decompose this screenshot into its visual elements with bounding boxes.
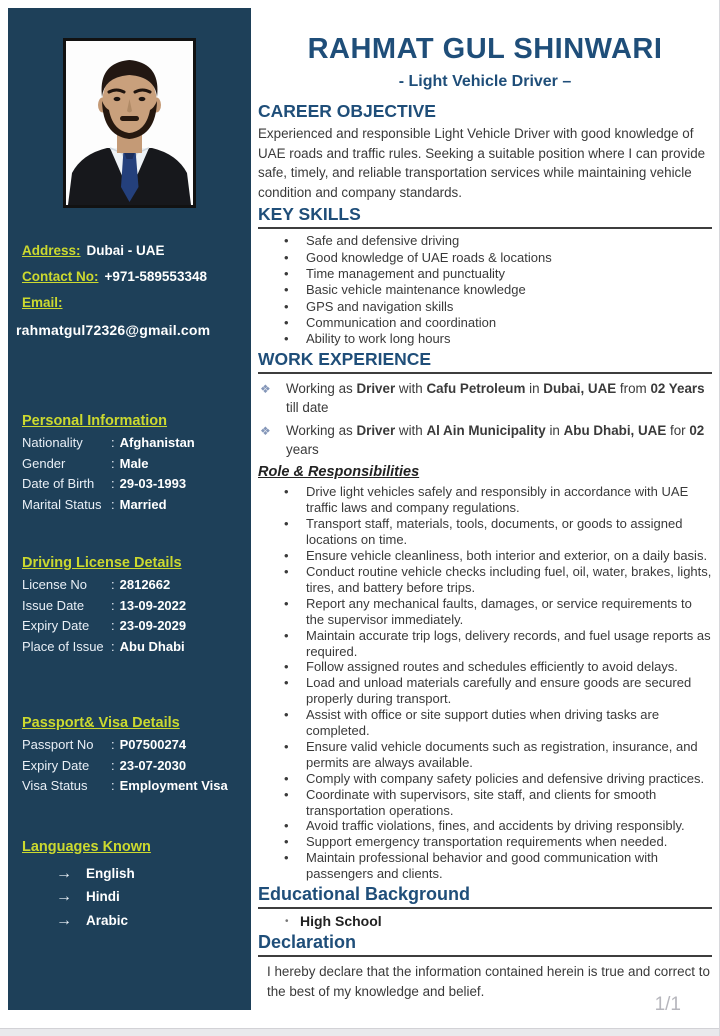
diamond-bullet-icon: ❖ xyxy=(260,424,271,439)
languages-heading: Languages Known xyxy=(22,838,151,855)
responsibility-item: • Comply with company safety policies and defensive driving practices. xyxy=(284,771,712,787)
info-colon: : xyxy=(111,778,115,793)
info-row xyxy=(22,756,237,777)
responsibility-item: • Drive light vehicles safely and responsibly in accordance with UAE traffic laws and company regulations. xyxy=(284,484,712,516)
responsibility-item: • Coordinate with supervisors, site staff, and clients for smooth transportation operations. xyxy=(284,787,712,819)
responsibility-item: • Ensure vehicle cleanliness, both interior and exterior, on a daily basis. xyxy=(284,548,712,564)
info-row xyxy=(22,596,237,617)
language-item xyxy=(22,862,237,886)
info-colon: : xyxy=(111,435,115,450)
responsibility-item: • Load and unload materials carefully and ensure goods are secured properly during transport. xyxy=(284,675,712,707)
language-name: English xyxy=(86,865,135,881)
address-value: Dubai - UAE xyxy=(86,243,165,258)
info-colon: : xyxy=(111,618,115,633)
info-row xyxy=(22,637,237,658)
responsibility-item: • Transport staff, materials, tools, documents, or goods to assigned locations on time. xyxy=(284,516,712,548)
key-skill-item: • Good knowledge of UAE roads & locations xyxy=(284,250,712,266)
sidebar xyxy=(8,8,251,1010)
info-value: Male xyxy=(119,455,149,471)
info-label: License No xyxy=(22,577,88,592)
info-colon: : xyxy=(111,577,115,592)
bottom-strip xyxy=(0,1028,719,1036)
experience-list xyxy=(258,380,712,459)
responsibility-item: • Ensure valid vehicle documents such as registration, insurance, and permits are always available. xyxy=(284,739,712,771)
languages-list xyxy=(22,862,237,933)
info-colon: : xyxy=(111,455,115,471)
career-objective-text: Experienced and responsible Light Vehicle Driver with good knowledge of UAE roads and traffic rules. Seeking a suitable position where I can provide safe, timely, and reliable transportation services while maintaining vehicle condition and company standards. xyxy=(258,126,706,200)
info-value: Abu Dhabi xyxy=(119,638,185,654)
info-row xyxy=(22,433,237,454)
key-skill-item: • Communication and coordination xyxy=(284,315,712,331)
contact-number-label: Contact No: xyxy=(22,269,99,284)
info-colon: : xyxy=(111,737,115,752)
driving-license-heading: Driving License Details xyxy=(22,555,182,571)
info-row xyxy=(22,776,237,797)
experience-entry: ❖ Working as Driver with Cafu Petroleum in Dubai, UAE from 02 Years till date xyxy=(260,381,705,415)
diamond-bullet-icon: ❖ xyxy=(260,382,271,397)
key-skill-item: • Safe and defensive driving xyxy=(284,233,712,249)
info-row xyxy=(22,495,237,516)
education-item: • High School xyxy=(258,912,712,930)
experience-entry: ❖ Working as Driver with Al Ain Municipality in Abu Dhabi, UAE for 02 years xyxy=(260,423,705,457)
info-label: Nationality xyxy=(22,435,83,450)
responsibilities-list xyxy=(258,484,712,882)
info-row xyxy=(22,735,237,756)
info-value: 29-03-1993 xyxy=(119,476,187,491)
info-row xyxy=(22,616,237,637)
info-value: 13-09-2022 xyxy=(119,597,187,613)
declaration-text: I hereby declare that the information contained herein is true and correct to the best of my knowledge and belief. xyxy=(267,964,710,999)
info-label: Date of Birth xyxy=(22,476,95,491)
contact-number-value: +971-589553348 xyxy=(104,269,207,284)
info-colon: : xyxy=(111,757,115,773)
portrait-illustration xyxy=(66,41,193,205)
info-value: 23-09-2029 xyxy=(119,618,187,633)
candidate-name: RAHMAT GUL SHINWARI xyxy=(307,33,663,65)
info-label: Expiry Date xyxy=(22,757,90,773)
career-objective-heading: CAREER OBJECTIVE xyxy=(258,101,436,121)
profile-photo xyxy=(63,38,196,208)
info-value: 2812662 xyxy=(119,577,171,592)
key-skill-item: • Time management and punctuality xyxy=(284,266,712,282)
passport-visa-heading: Passport& Visa Details xyxy=(22,715,180,731)
arrow-icon: → xyxy=(56,864,72,882)
arrow-icon: → xyxy=(56,888,72,905)
passport-visa-rows xyxy=(22,735,237,797)
info-colon: : xyxy=(111,638,115,654)
declaration-heading: Declaration xyxy=(258,932,712,957)
info-label: Gender xyxy=(22,455,66,471)
personal-information-rows xyxy=(22,433,237,515)
info-value: Married xyxy=(119,496,167,512)
responsibility-item: • Maintain accurate trip logs, delivery records, and fuel usage reports as required. xyxy=(284,628,712,660)
responsibility-item: • Report any mechanical faults, damages, or service requirements to the supervisor immediately. xyxy=(284,596,712,628)
info-row xyxy=(22,474,237,495)
candidate-title: - Light Vehicle Driver – xyxy=(398,73,572,90)
key-skills-heading: KEY SKILLS xyxy=(258,204,712,229)
responsibility-item: • Support emergency transportation requirements when needed. xyxy=(284,834,712,850)
info-row xyxy=(22,454,237,475)
info-label: Visa Status xyxy=(22,778,88,793)
driving-license-rows xyxy=(22,575,237,657)
responsibility-item: • Maintain professional behavior and good communication with passengers and clients. xyxy=(284,850,712,882)
personal-information-heading: Personal Information xyxy=(22,413,168,429)
info-value: Employment Visa xyxy=(119,778,228,793)
education-heading: Educational Background xyxy=(258,884,712,909)
key-skills-list xyxy=(258,233,712,347)
key-skill-item: • GPS and navigation skills xyxy=(284,299,712,315)
language-item xyxy=(22,909,237,933)
responsibility-item: • Assist with office or site support duties when driving tasks are completed. xyxy=(284,707,712,739)
email-value: rahmatgul72326@gmail.com xyxy=(16,322,211,338)
info-colon: : xyxy=(111,496,115,512)
info-row xyxy=(22,575,237,596)
contact-number-row xyxy=(22,268,237,285)
info-value: P07500274 xyxy=(119,737,187,752)
key-skill-item: • Ability to work long hours xyxy=(284,331,712,347)
info-colon: : xyxy=(111,597,115,613)
language-item xyxy=(22,885,237,909)
arrow-icon: → xyxy=(56,911,72,929)
info-label: Passport No xyxy=(22,737,94,752)
main-content xyxy=(258,0,712,1001)
info-label: Marital Status xyxy=(22,496,102,512)
responsibility-item: • Avoid traffic violations, fines, and accidents by driving responsibly. xyxy=(284,818,712,834)
page-indicator: 1/1 xyxy=(654,994,681,1015)
info-value: Afghanistan xyxy=(119,435,195,450)
email-row xyxy=(22,294,237,311)
info-value: 23-07-2030 xyxy=(119,757,187,773)
work-experience-heading: WORK EXPERIENCE xyxy=(258,349,712,374)
email-label: Email: xyxy=(22,295,63,310)
language-name: Arabic xyxy=(86,912,129,928)
key-skill-item: • Basic vehicle maintenance knowledge xyxy=(284,282,712,298)
contact-block xyxy=(16,242,237,339)
info-label: Place of Issue xyxy=(22,638,104,654)
info-colon: : xyxy=(111,476,115,491)
info-label: Expiry Date xyxy=(22,618,90,633)
role-responsibilities-heading: Role & Responsibilities xyxy=(258,464,420,481)
address-row xyxy=(22,242,237,259)
responsibility-item: • Follow assigned routes and schedules efficiently to avoid delays. xyxy=(284,659,712,675)
info-label: Issue Date xyxy=(22,597,85,613)
responsibility-item: • Conduct routine vehicle checks including fuel, oil, water, brakes, lights, tires, and battery before trips. xyxy=(284,564,712,596)
language-name: Hindi xyxy=(86,889,120,904)
address-label: Address: xyxy=(22,243,81,258)
